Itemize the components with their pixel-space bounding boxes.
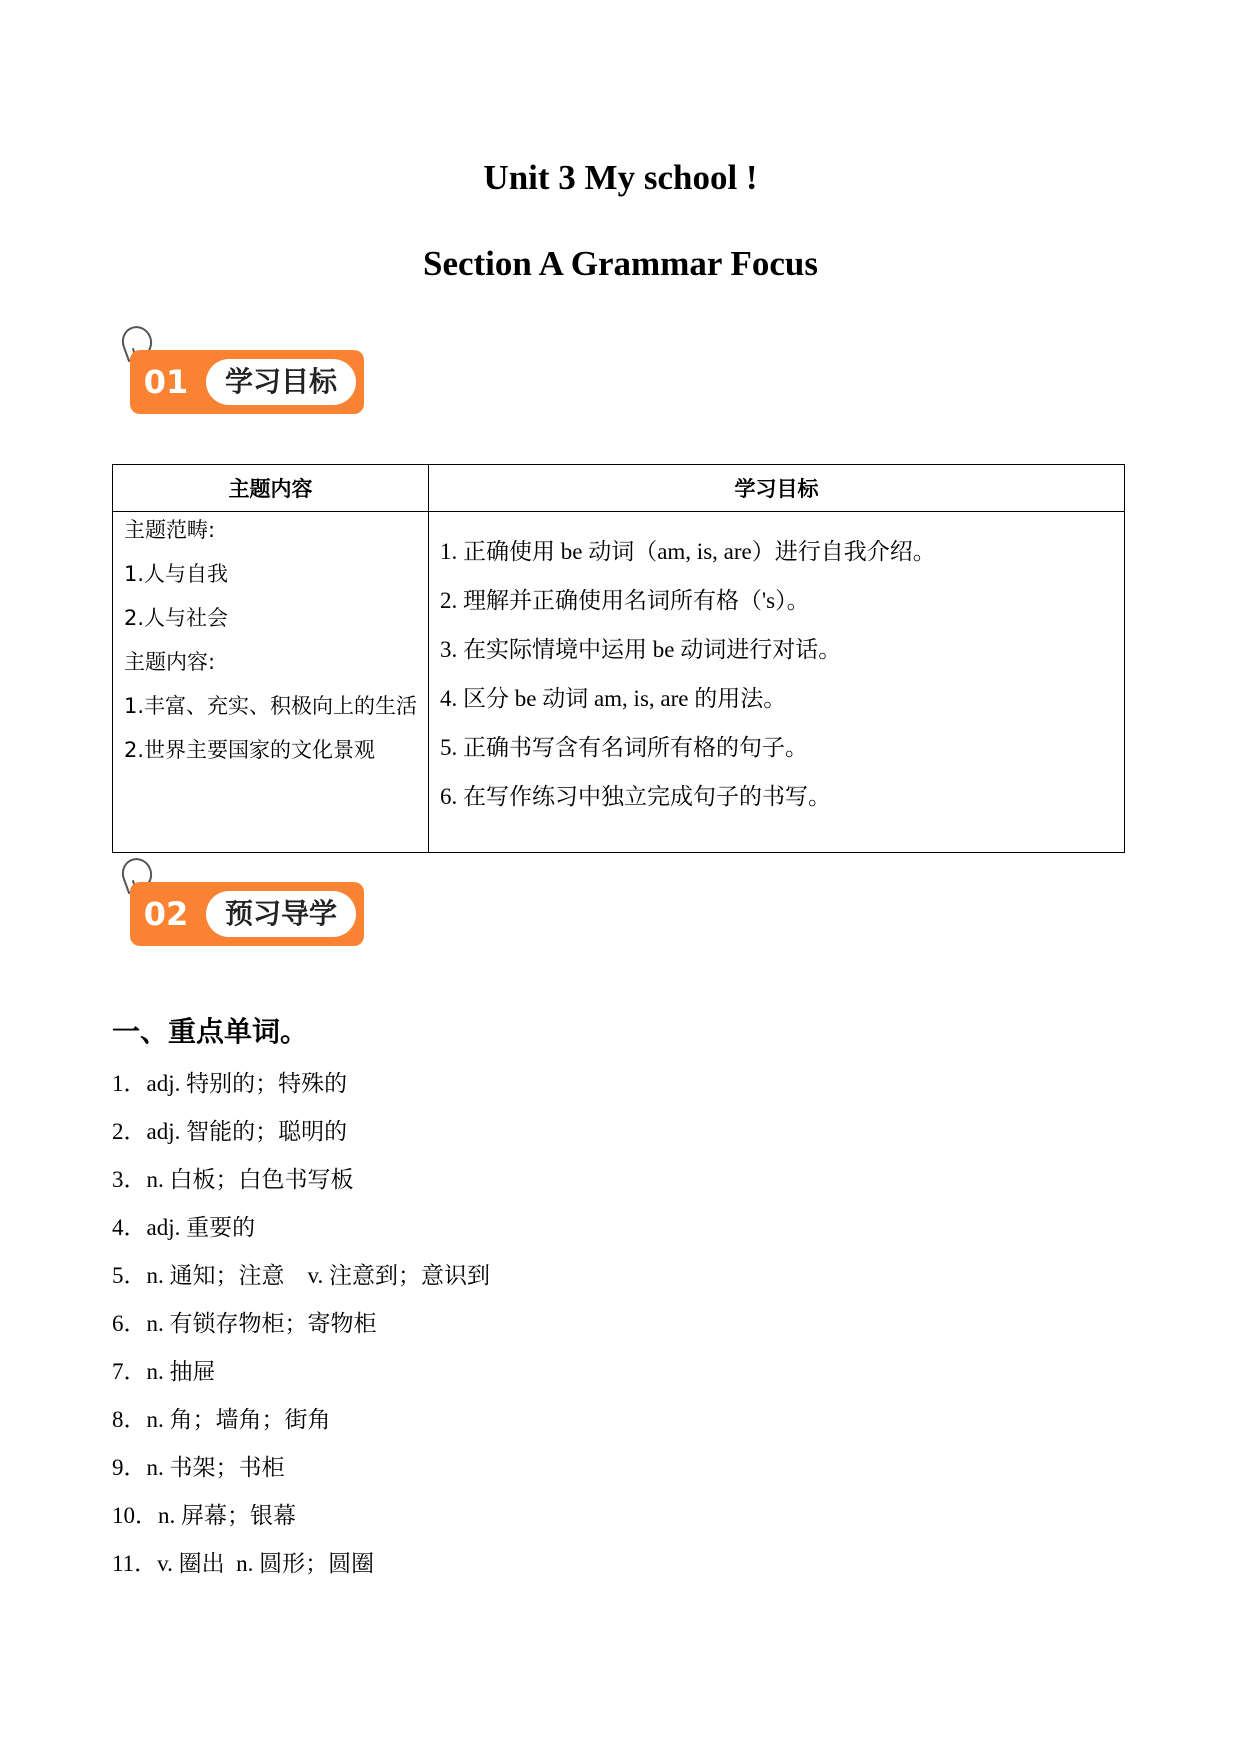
learning-goals-table <box>112 464 1125 853</box>
page-title: Unit 3 My school ! <box>483 158 758 197</box>
section-badge-02 <box>122 858 366 952</box>
list-item: 2．adj. 智能的；聪明的 <box>112 1119 348 1144</box>
goal-item: 2. 理解并正确使用名词所有格（'s）。 <box>440 588 810 613</box>
section-badge-01 <box>122 326 366 420</box>
goal-item: 4. 区分 be 动词 am, is, are 的用法。 <box>440 686 787 711</box>
list-item: 9．n. 书架；书柜 <box>112 1455 285 1480</box>
badge-label: 学习目标 <box>206 359 356 405</box>
topic-line: 2.世界主要国家的文化景观 <box>124 738 376 762</box>
goal-item: 1. 正确使用 be 动词（am, is, are）进行自我介绍。 <box>440 539 936 564</box>
table-header-row <box>113 465 1125 512</box>
topic-line: 主题内容: <box>124 650 216 674</box>
list-item: 3．n. 白板；白色书写板 <box>112 1167 354 1192</box>
list-item: 5．n. 通知；注意 v. 注意到；意识到 <box>112 1263 491 1288</box>
page-subtitle: Section A Grammar Focus <box>422 244 818 283</box>
table-row <box>113 512 1125 853</box>
goals-cell <box>429 512 1125 853</box>
topic-line: 2.人与社会 <box>124 606 229 630</box>
list-item: 4．adj. 重要的 <box>112 1215 256 1240</box>
list-item: 10．n. 屏幕；银幕 <box>112 1503 296 1528</box>
badge-label: 预习导学 <box>206 891 356 937</box>
table-header-goals: 学习目标 <box>429 465 1125 512</box>
vocab-heading: 一、重点单词。 <box>112 1017 309 1048</box>
table-header-topic: 主题内容 <box>113 465 429 512</box>
goal-item: 6. 在写作练习中独立完成句子的书写。 <box>440 784 831 809</box>
goal-item: 5. 正确书写含有名词所有格的句子。 <box>440 735 808 760</box>
vocab-list <box>112 1070 490 1598</box>
list-item: 11．v. 圈出 n. 圆形；圆圈 <box>112 1551 375 1576</box>
badge-number: 02 <box>143 895 189 933</box>
list-item: 1．adj. 特别的；特殊的 <box>112 1071 348 1096</box>
list-item: 6．n. 有锁存物柜；寄物柜 <box>112 1311 377 1336</box>
badge-number: 01 <box>143 363 189 401</box>
topic-line: 1.丰富、充实、积极向上的生活 <box>124 694 418 718</box>
topic-line: 主题范畴: <box>124 518 216 542</box>
topic-line: 1.人与自我 <box>124 562 229 586</box>
list-item: 8．n. 角；墙角；街角 <box>112 1407 331 1432</box>
goal-item: 3. 在实际情境中运用 be 动词进行对话。 <box>440 637 842 662</box>
list-item: 7．n. 抽屉 <box>112 1359 216 1384</box>
topic-cell <box>113 512 429 853</box>
